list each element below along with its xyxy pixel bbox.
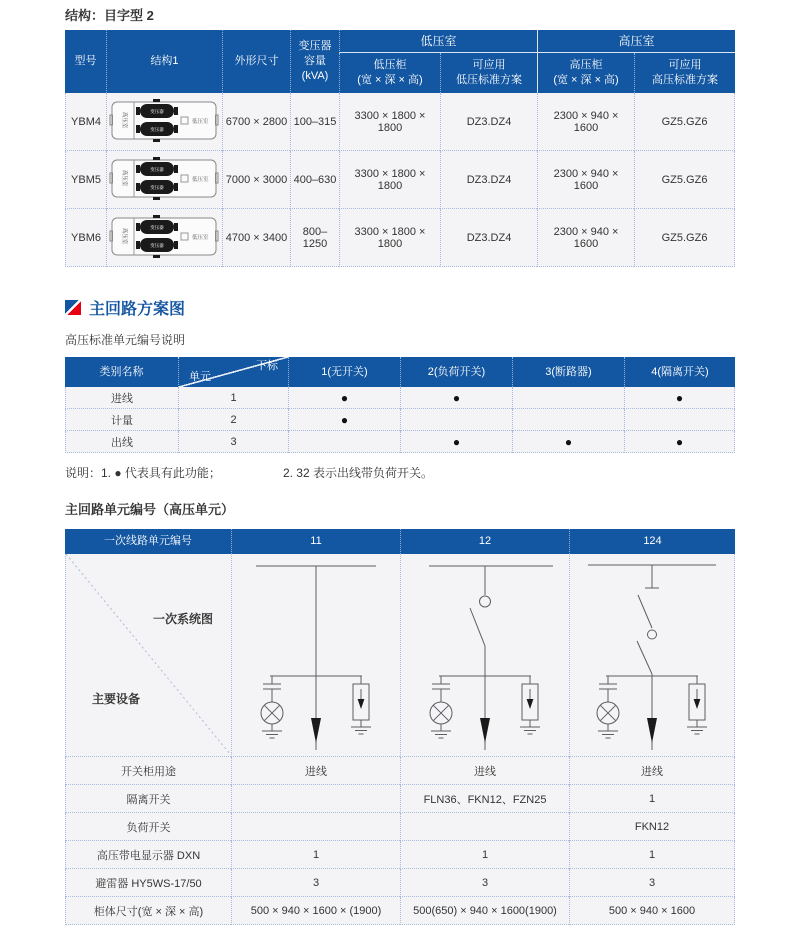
model-cell: YBM4 [65,93,106,151]
value-cell: FLN36、FKN12、FZN25 [400,785,569,813]
lv-scheme-cell: DZ3.DZ4 [440,93,537,151]
capacity-cell: 800–1250 [290,209,339,267]
function-dot-cell [512,409,624,431]
row-label: 避雷器 HY5WS-17/50 [65,869,231,897]
section-marker-icon [65,300,81,315]
circuit-diagram-row [65,554,735,757]
col-header-capacity: 变压器 容量 (kVA) [290,30,339,93]
row-label: 柜体尺寸(宽 × 深 × 高) [65,897,231,925]
circuit-cell-11 [231,554,400,757]
value-cell: 1 [400,841,569,869]
lv-cabinet-cell: 3300 × 1800 × 1800 [339,93,440,151]
row-label: 开关柜用途 [65,757,231,785]
col-header-hv-cabinet: 高压柜 (宽 × 深 × 高) [537,53,634,93]
lv-cabinet-cell: 3300 × 1800 × 1800 [339,151,440,209]
col-header-dimensions: 外形尺寸 [222,30,290,93]
note-2: 2. 32 表示出线带负荷开关。 [282,466,433,480]
value-cell: 3 [231,869,400,897]
value-cell: 1 [569,785,735,813]
model-spec-table [65,30,735,267]
value-cell: 进线 [400,757,569,785]
col-header-disconnector: 4(隔离开关) [624,357,735,387]
function-dot-cell: ● [624,387,735,409]
diagonal-top-label: 下标 [256,360,278,372]
group-header-lv-room: 低压室 [339,30,537,53]
function-dot-cell: ● [400,387,512,409]
col-header-unit-11: 11 [231,529,400,554]
svg-text:变压器: 变压器 [149,166,164,172]
subsection-title: 高压标准单元编号说明 [65,333,186,347]
circuit-cell-12 [400,554,569,757]
main-circuit-table [65,529,735,925]
col-header-unit-124: 124 [569,529,735,554]
function-dot-cell: ● [288,409,400,431]
col-header-structure: 结构1 [106,30,222,93]
col-header-unit-number: 一次线路单元编号 [65,529,231,554]
subsection-title-hv-units: 主回路单元编号（高压单元） [65,502,235,517]
function-dot-cell: ● [400,431,512,453]
col-header-load-switch: 2(负荷开关) [400,357,512,387]
col-header-unit-12: 12 [400,529,569,554]
col-header-no-switch: 1(无开关) [288,357,400,387]
substation-structure-diagram [110,212,220,261]
col-header-lv-scheme: 可应用 低压标准方案 [440,53,537,93]
table-row-load-switch [65,813,735,841]
lv-cabinet-cell: 3300 × 1800 × 1800 [339,209,440,267]
function-dot-cell: ● [512,431,624,453]
value-cell: 500(650) × 940 × 1600(1900) [400,897,569,925]
row-label: 隔离开关 [65,785,231,813]
value-cell [231,813,400,841]
svg-text:变压器: 变压器 [149,184,164,190]
value-cell: 进线 [231,757,400,785]
section-header [65,297,735,317]
col-header-category: 类别名称 [65,357,178,387]
table-row-voltage-indicator [65,841,735,869]
svg-text:高压室: 高压室 [120,111,127,128]
svg-text:变压器: 变压器 [149,108,164,114]
table-row-arrester [65,869,735,897]
function-dot-cell [512,387,624,409]
table-row-incoming [65,387,735,409]
table-row-ybm6 [65,209,735,267]
primary-system-diagram-label: 一次系统图 [152,612,213,626]
capacity-cell: 400–630 [290,151,339,209]
hv-cabinet-cell: 2300 × 940 × 1600 [537,93,634,151]
circuit-diagram-124 [568,554,736,756]
value-cell: 500 × 940 × 1600 × (1900) [231,897,400,925]
hv-scheme-cell: GZ5.GZ6 [634,209,735,267]
svg-text:低压室: 低压室 [191,118,209,125]
svg-text:低压室: 低压室 [191,234,209,241]
circuit-cell-124 [569,554,735,757]
col-header-hv-scheme: 可应用 高压标准方案 [634,53,735,93]
hv-scheme-cell: GZ5.GZ6 [634,93,735,151]
structure-cell [106,209,222,267]
value-cell: 1 [231,841,400,869]
function-dot-cell: ● [624,431,735,453]
capacity-cell: 100–315 [290,93,339,151]
section-title: 主回路方案图 [89,300,186,318]
table-row-ybm4 [65,93,735,151]
diagonal-divider [66,554,230,754]
value-cell: 1 [569,841,735,869]
unit-cell: 2 [178,409,288,431]
category-cell: 进线 [65,387,178,409]
page-title: 结构：目字型 2 [65,8,154,23]
unit-numbering-table [65,357,735,453]
svg-text:变压器: 变压器 [149,224,164,230]
value-cell: 进线 [569,757,735,785]
main-equipment-label: 主要设备 [92,692,141,706]
dimensions-cell: 7000 × 3000 [222,151,290,209]
col-header-breaker: 3(断路器) [512,357,624,387]
svg-text:高压室: 高压室 [120,227,127,244]
structure-cell [106,93,222,151]
unit-cell: 1 [178,387,288,409]
value-cell: FKN12 [569,813,735,841]
svg-text:变压器: 变压器 [149,126,164,132]
structure-cell [106,151,222,209]
diagonal-corner-cell [65,554,231,757]
category-cell: 出线 [65,431,178,453]
table-row-cabinet-size [65,897,735,925]
substation-structure-diagram [110,96,220,145]
value-cell: 500 × 940 × 1600 [569,897,735,925]
row-label: 负荷开关 [65,813,231,841]
dimensions-cell: 6700 × 2800 [222,93,290,151]
value-cell [231,785,400,813]
table-row-disconnector [65,785,735,813]
function-dot-cell: ● [288,387,400,409]
model-cell: YBM6 [65,209,106,267]
diagonal-header-cell [178,357,288,387]
circuit-diagram-11 [232,554,400,756]
function-dot-cell [624,409,735,431]
table-row-outgoing [65,431,735,453]
diagonal-bottom-label: 单元 [189,371,211,384]
note-1: 说明：1. ● 代表具有此功能； [65,466,221,480]
category-cell: 计量 [65,409,178,431]
function-dot-cell [400,409,512,431]
unit-cell: 3 [178,431,288,453]
substation-structure-diagram [110,154,220,203]
hv-cabinet-cell: 2300 × 940 × 1600 [537,151,634,209]
svg-text:低压室: 低压室 [191,176,209,183]
circuit-diagram-12 [401,554,569,756]
row-label: 高压带电显示器 DXN [65,841,231,869]
hv-cabinet-cell: 2300 × 940 × 1600 [537,209,634,267]
table-row-ybm5 [65,151,735,209]
table-row-cabinet-use [65,757,735,785]
col-header-model: 型号 [65,30,106,93]
lv-scheme-cell: DZ3.DZ4 [440,209,537,267]
value-cell [400,813,569,841]
value-cell: 3 [569,869,735,897]
dimensions-cell: 4700 × 3400 [222,209,290,267]
table-row-metering [65,409,735,431]
notes [65,466,735,480]
lv-scheme-cell: DZ3.DZ4 [440,151,537,209]
col-header-lv-cabinet: 低压柜 (宽 × 深 × 高) [339,53,440,93]
svg-text:变压器: 变压器 [149,242,164,248]
function-dot-cell [288,431,400,453]
hv-scheme-cell: GZ5.GZ6 [634,151,735,209]
group-header-hv-room: 高压室 [537,30,735,53]
model-cell: YBM5 [65,151,106,209]
svg-text:高压室: 高压室 [120,169,127,186]
value-cell: 3 [400,869,569,897]
